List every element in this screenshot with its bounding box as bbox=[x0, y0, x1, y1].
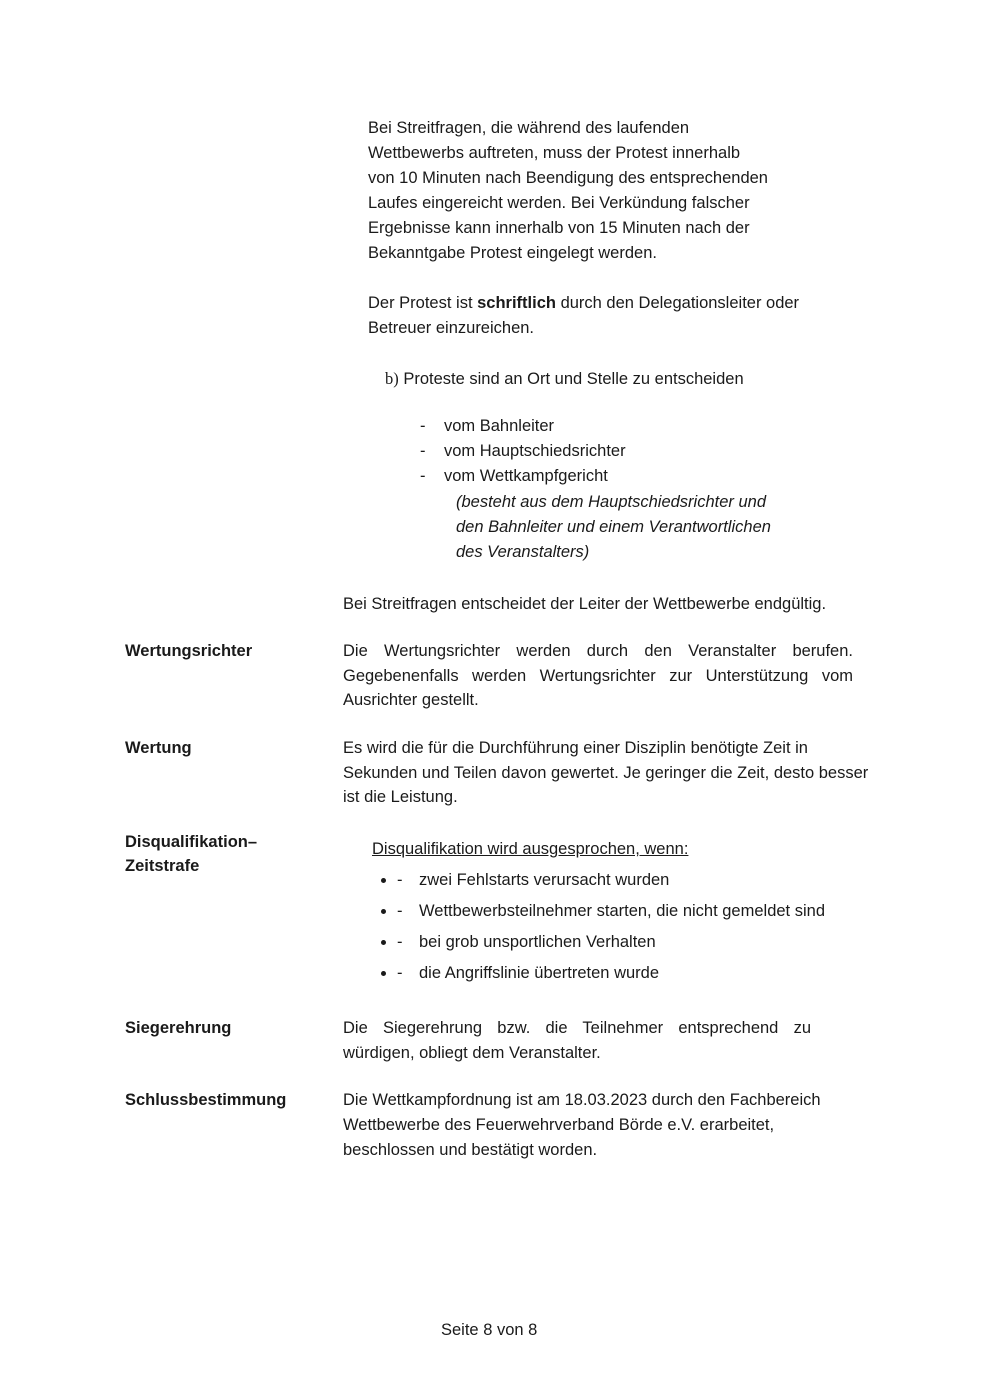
final-decision-text: Bei Streitfragen entscheidet der Leiter der Wettbewerbe endgültig. bbox=[343, 595, 827, 613]
text-line: Ergebnisse kann innerhalb von 15 Minuten nach der bbox=[368, 219, 750, 237]
list-item-text: Proteste sind an Ort und Stelle zu entscheiden bbox=[403, 370, 744, 388]
text-line: des Veranstalters) bbox=[456, 543, 590, 561]
section-label-wertung: Wertung bbox=[125, 739, 192, 757]
section-text-wertungsrichter: Die Wertungsrichter werden durch den Veranstalter berufen. Gegebenenfalls werden Wertungsrichter zur Unterstützung vom Ausrichter gestellt. bbox=[343, 642, 853, 709]
list-item bbox=[420, 464, 626, 489]
text-line: den Bahnleiter und einem Verantwortlichen bbox=[456, 518, 771, 536]
list-item-text: zwei Fehlstarts verursacht wurden bbox=[419, 871, 670, 889]
label-line: Disqualifikation– bbox=[125, 833, 258, 851]
section-label-wertungsrichter: Wertungsrichter bbox=[125, 642, 253, 660]
bullet-dash: - bbox=[420, 417, 426, 435]
text-line: Bei Streitfragen, die während des laufenden bbox=[368, 119, 690, 137]
label-line: Zeitstrafe bbox=[125, 857, 200, 875]
text-line: Betreuer einzureichen. bbox=[368, 319, 535, 337]
section-text-siegerehrung: Die Siegerehrung bzw. die Teilnehmer entsprechend zu würdigen, obliegt dem Veranstalter. bbox=[343, 1019, 811, 1062]
text-run: durch den Delegationsleiter oder bbox=[555, 294, 800, 312]
disqualification-list bbox=[397, 865, 825, 989]
deciders-list bbox=[420, 414, 626, 489]
section-label-siegerehrung: Siegerehrung bbox=[125, 1019, 232, 1037]
bullet-dash: - bbox=[420, 467, 426, 485]
list-marker: b) bbox=[385, 369, 399, 388]
text-line: Wettbewerbe des Feuerwehrverband Börde e.V. erarbeitet, bbox=[343, 1116, 775, 1134]
list-item bbox=[420, 414, 626, 439]
list-item-text: vom Bahnleiter bbox=[444, 417, 555, 435]
bullet-dash: - bbox=[420, 442, 426, 460]
list-item bbox=[397, 865, 825, 896]
bullet-dash: - bbox=[397, 902, 403, 920]
court-composition-note bbox=[456, 490, 771, 565]
page-number: Seite 8 von 8 bbox=[441, 1321, 538, 1339]
bullet-dash: - bbox=[397, 964, 403, 982]
list-item bbox=[397, 927, 825, 958]
text-line: Die Wettkampfordnung ist am 18.03.2023 durch den Fachbereich bbox=[343, 1091, 821, 1109]
text-run: Der Protest ist bbox=[368, 294, 478, 312]
text-line: beschlossen und bestätigt worden. bbox=[343, 1141, 598, 1159]
list-item-text: Wettbewerbsteilnehmer starten, die nicht gemeldet sind bbox=[419, 902, 825, 920]
list-item bbox=[397, 958, 825, 989]
section-label-schlussbestimmung: Schlussbestimmung bbox=[125, 1091, 287, 1109]
text-line: von 10 Minuten nach Beendigung des entsprechenden bbox=[368, 169, 768, 187]
list-item bbox=[420, 439, 626, 464]
bullet-dash: - bbox=[397, 871, 403, 889]
bullet-dash: - bbox=[397, 933, 403, 951]
protest-deadline-paragraph bbox=[368, 116, 768, 266]
text-line: Wettbewerbs auftreten, muss der Protest innerhalb bbox=[368, 144, 741, 162]
list-item-text: vom Hauptschiedsrichter bbox=[444, 442, 626, 460]
section-text-schlussbestimmung bbox=[343, 1088, 821, 1163]
list-item-text: vom Wettkampfgericht bbox=[444, 467, 608, 485]
bold-emphasis: schriftlich bbox=[477, 294, 556, 312]
list-item bbox=[397, 896, 825, 927]
text-line: Bekanntgabe Protest eingelegt werden. bbox=[368, 244, 657, 262]
text-line bbox=[368, 291, 799, 316]
text-line: Laufes eingereicht werden. Bei Verkündung falscher bbox=[368, 194, 750, 212]
section-label-disqualifikation bbox=[125, 830, 257, 878]
list-item-text: bei grob unsportlichen Verhalten bbox=[419, 933, 656, 951]
disqualification-heading: Disqualifikation wird ausgesprochen, wenn: bbox=[372, 840, 689, 858]
list-item-text: die Angriffslinie übertreten wurde bbox=[419, 964, 660, 982]
section-text-wertung: Es wird die für die Durchführung einer Disziplin benötigte Zeit in Sekunden und Teilen davon gewertet. Je geringer die Zeit, desto besser ist die Leistung. bbox=[343, 739, 869, 806]
list-item-b bbox=[385, 366, 744, 392]
protest-written-paragraph bbox=[368, 291, 799, 341]
text-line: (besteht aus dem Hauptschiedsrichter und bbox=[456, 493, 767, 511]
